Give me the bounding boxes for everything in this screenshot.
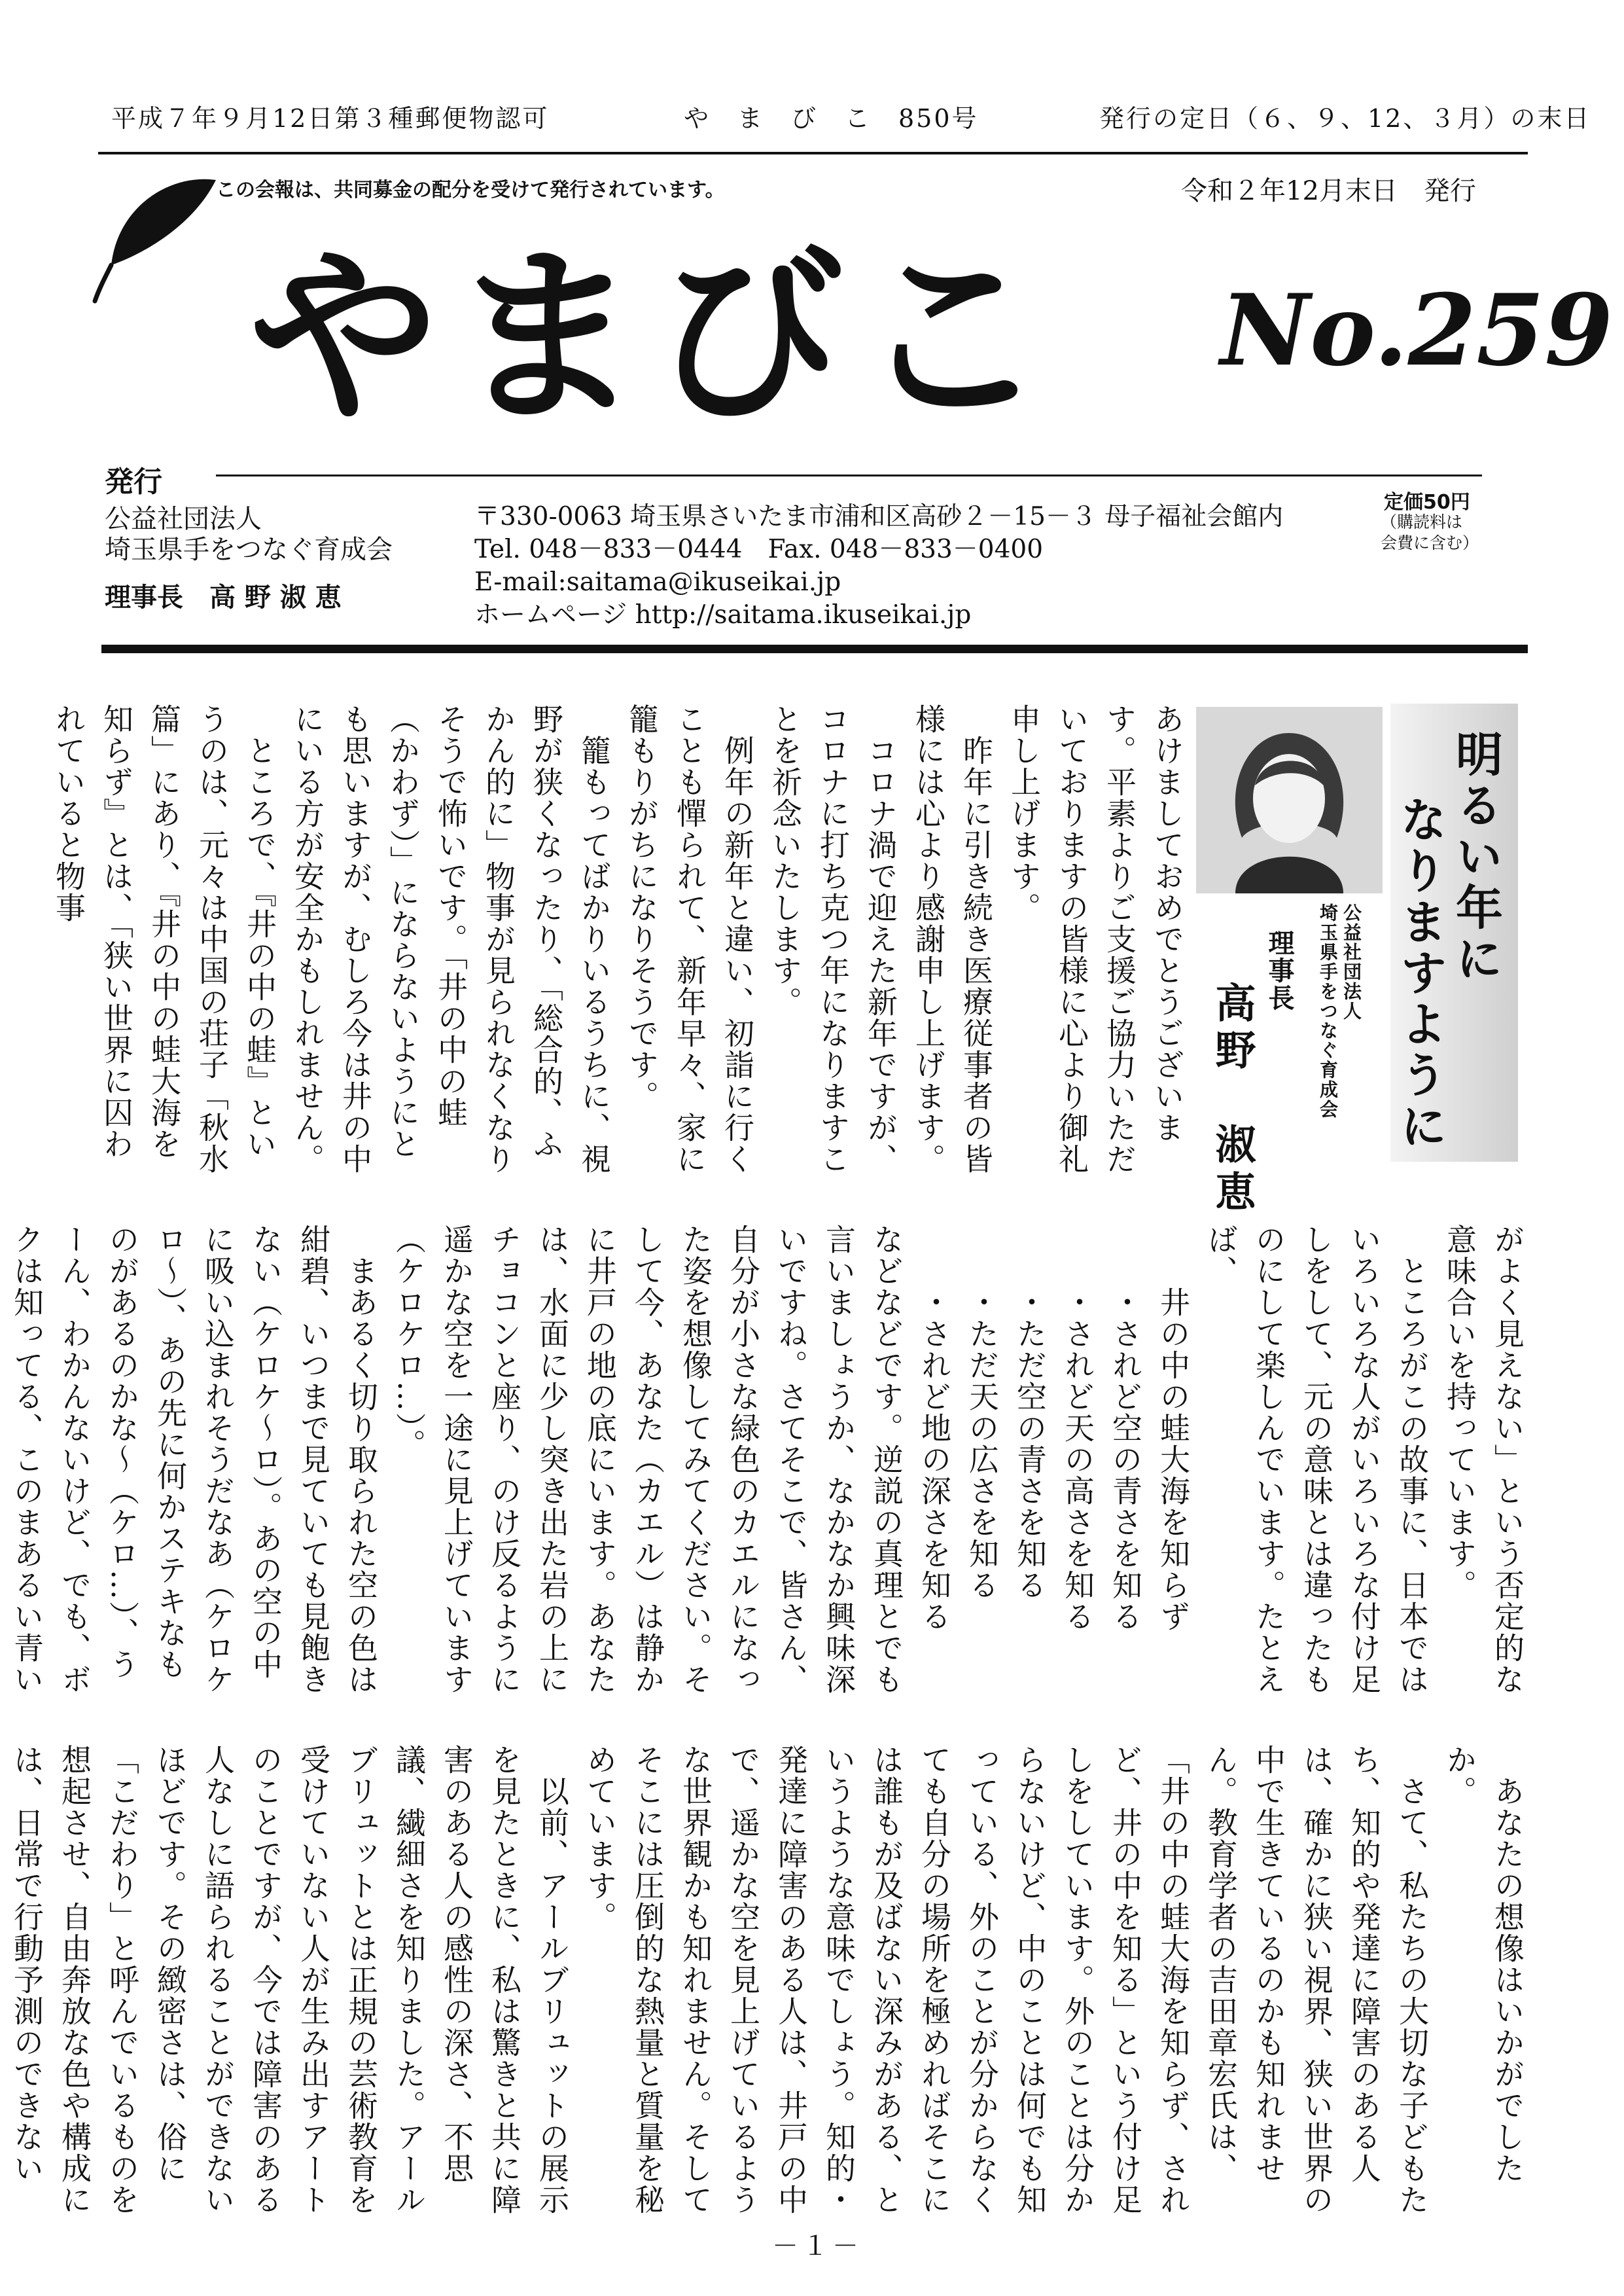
header-rule xyxy=(98,152,1528,154)
issue-schedule: 発行の定日（６、９、12、３月）の末日 xyxy=(1099,104,1591,133)
issue-number: No.259 xyxy=(1220,273,1613,388)
article-body-tier2: がよく見えない」という否定的な意味合いを持っています。 ところがこの故事に、日本ではいろいろな人がいろいろな付け足しをして、元の意味とは違ったものにして楽しんでいます。たとえば、 井の中の蛙大海を知らず ・されど空の青さを知る ・されど天の高さを知る ・ただ空の青さを知る ・ただ天の広さを知る ・されど地の深さを知る などなどです。逆説の真理とでも言いましょうか、なかなか興味深いですね。さてそこで、皆さん、自分が小さな緑色のカエルになった姿を想像してみてください。そして今、あなた（カエル）は静かに井戸の地の底にいます。あなたは、水面に少し突き出た岩の上にチョコンと座り、のけ反るように遥かな空を一途に見上げています（ケロケロ…）。 まあるく切り取られた空の色は紺碧、いつまで見ていても見飽きない（ケロケ～ロ）。あの空の中に吸い込まれそうだなあ（ケロケロ～）、あの先に何かステキなものがあるのかな～（ケロ…）、うーん、わかんないけど、でも、ボクは知ってる、このまあるい青い xyxy=(9,1224,1525,1695)
chair-portrait xyxy=(1196,707,1383,893)
postal-permit: 平成７年９月12日第３種郵便物認可 xyxy=(111,104,550,133)
page-number: －１－ xyxy=(772,2231,862,2261)
article-title-line2: なりますように xyxy=(1392,795,1447,1153)
article-title-line1: 明るい年に xyxy=(1448,730,1503,985)
article-body-tier1: あけましておめでとうございます。平素よりご支援ご協力いただいておりますの皆様に心より御礼申し上げます。 昨年に引き続き医療従事者の皆様には心より感謝申し上げます。 コロナ渦で迎えた新年ですが、コロナに打ち克つ年になりますことを祈念いたします。 例年の新年と違い、初詣に行くことも憚られて、新年早々、家に籠もりがちになりそうです。 籠もってばかりいるうちに、視野が狭くなったり、「総合的、ふかん的に」物事が見られなくなりそうで怖いです。「井の中の蛙（かわず）」にならないようにとも思いますが、むしろ今は井の中にいる方が安全かもしれません。 ところで、『井の中の蛙』というのは、元々は中国の荘子「秋水篇」にあり、『井の中の蛙大海を知らず』とは、「狭い世界に囚われていると物事 xyxy=(51,704,1185,1175)
publisher-address: 〒330-0063 埼玉県さいたま市浦和区高砂２－15－３ 母子福祉会館内 xyxy=(474,502,1284,531)
masthead-thick-rule xyxy=(101,645,1528,653)
publisher-tel-fax: Tel. 048－833－0444 Fax. 048－833－0400 xyxy=(474,535,1044,564)
author-org-1: 公益社団法人 xyxy=(1341,903,1362,1021)
author-name: 高野 淑恵 xyxy=(1209,982,1256,1217)
publisher-chair: 理事長 高 野 淑 恵 xyxy=(105,583,342,613)
publisher-rule xyxy=(216,475,1482,476)
publisher-org-line2: 埼玉県手をつなぐ育成会 xyxy=(105,535,393,565)
issue-title: や ま び こ 850号 xyxy=(684,104,979,133)
price-note-2: 会費に含む） xyxy=(1381,533,1479,552)
publisher-label: 発行 xyxy=(105,465,162,499)
article-title-banner xyxy=(1390,704,1518,1162)
issue-date: 令和２年12月末日 発行 xyxy=(1181,176,1476,206)
author-role: 理事長 xyxy=(1264,929,1294,1012)
article-body-tier3: あなたの想像はいかがでしたか。 さて、私たちの大切な子どもたち、知的や発達に障害のある人は、確かに狭い視界、狭い世界の中で生きているのかも知れません。教育学者の吉田章宏氏は、「井の中の蛙大海を知らず、されど、井の中を知る」という付け足しをしています。外のことは分からないけど、中のことは何でも知っている、外のことが分からなくても自分の場所を極めればそこには誰もが及ばない深みがある、というような意味でしょう。知的・発達に障害のある人は、井戸の中で、遥かな空を見上げているような世界観かも知れません。そしてそこには圧倒的な熱量と質量を秘めています。 以前、アールブリュットの展示を見たときに、私は驚きと共に障害のある人の感性の深さ、不思議、繊細さを知りました。アールブリュットとは正規の芸術教育を受けていない人が生み出すアートのことですが、今では障害のある人なしに語られることができないほどです。その緻密さは、俗に「こだわり」と呼んでいるものを想起させ、自由奔放な色や構成には、日常で行動予測のできない xyxy=(9,1744,1525,2215)
publisher-email: E-mail:saitama@ikuseikai.jp xyxy=(474,567,841,597)
logo-title: やまびこ xyxy=(249,226,1060,448)
author-org-2: 埼玉県手をつなぐ育成会 xyxy=(1317,903,1339,1119)
price-note-1: （購読料は xyxy=(1381,512,1463,531)
publisher-homepage: ホームページ http://saitama.ikuseikai.jp xyxy=(474,600,972,630)
publisher-org-line1: 公益社団法人 xyxy=(105,504,262,534)
price: 定価50円 xyxy=(1384,491,1470,514)
feather-icon xyxy=(92,167,222,307)
funding-note: この会報は、共同募金の配分を受けて発行されています。 xyxy=(216,179,725,202)
